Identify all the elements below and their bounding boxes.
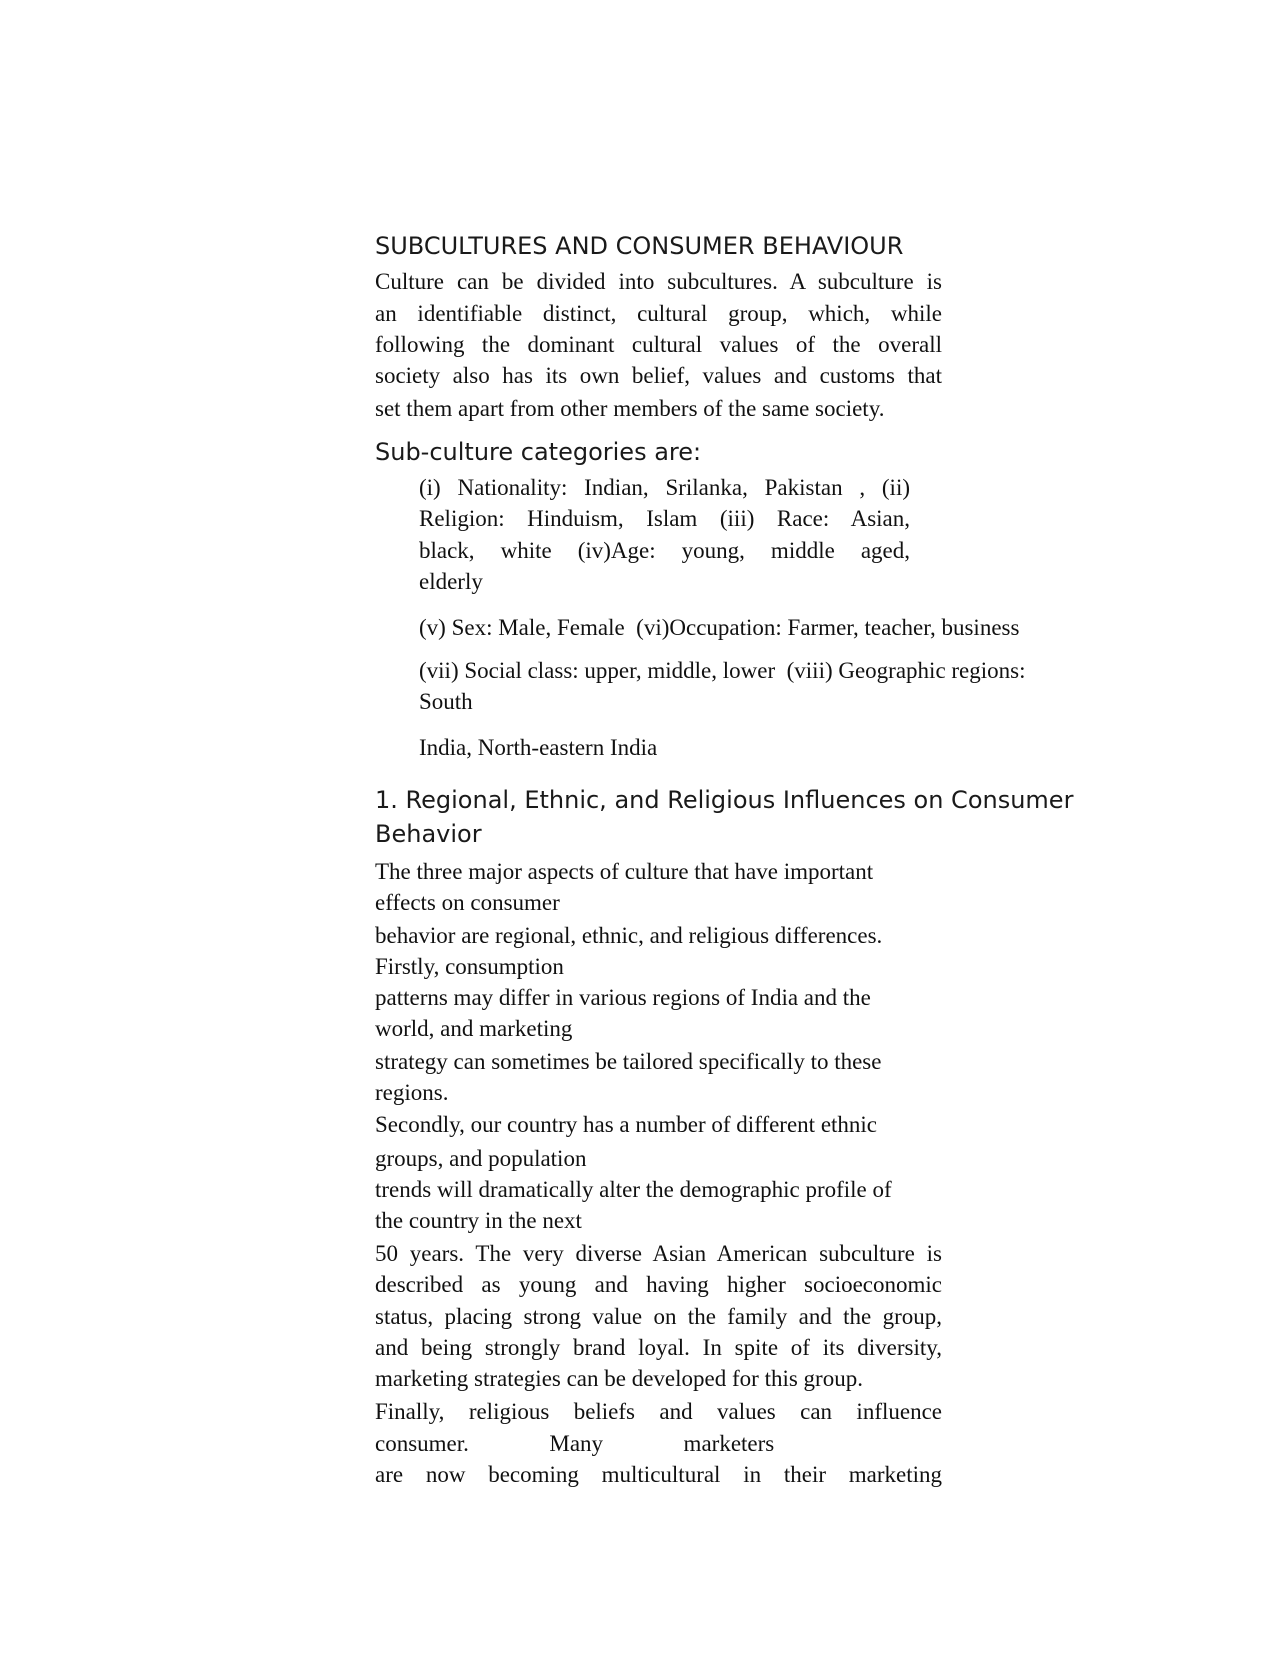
subsection-title-line: Behavior [375, 820, 482, 848]
intro-line: Culture can be divided into subcultures. A subculture is [375, 269, 942, 294]
body-line: marketing strategies can be developed for this group. [375, 1366, 863, 1391]
body-line: are now becoming multicultural in their marketing [375, 1462, 942, 1487]
intro-line: set them apart from other members of the same society. [375, 396, 885, 421]
body-line: described as young and having higher socioeconomic [375, 1272, 942, 1297]
category-sex-occupation: (v) Sex: Male, Female (vi)Occupation: Farmer, teacher, business [419, 615, 1020, 640]
body-line: Finally, religious beliefs and values can influence [375, 1399, 942, 1424]
intro-line: an identifiable distinct, cultural group, which, while [375, 301, 942, 326]
body-line: Firstly, consumption [375, 954, 564, 979]
body-line: world, and marketing [375, 1016, 573, 1041]
category-line: Religion: Hinduism, Islam (iii) Race: Asian, [419, 506, 910, 531]
category-line: elderly [419, 569, 483, 594]
body-line: effects on consumer [375, 890, 560, 915]
body-line: The three major aspects of culture that have important [375, 859, 874, 884]
body-line: patterns may differ in various regions of India and the [375, 985, 871, 1010]
body-line: 50 years. The very diverse Asian American subculture is [375, 1241, 942, 1266]
body-line: the country in the next [375, 1208, 582, 1233]
subsection-title-line: 1. Regional, Ethnic, and Religious Influences on Consumer [375, 786, 1074, 814]
category-geo-continued: India, North-eastern India [419, 735, 658, 760]
category-social-geo: South [419, 689, 473, 714]
body-line: and being strongly brand loyal. In spite of its diversity, [375, 1335, 942, 1360]
categories-heading: Sub-culture categories are: [375, 438, 702, 466]
category-social-geo: (vii) Social class: upper, middle, lower (viii) Geographic regions: [419, 658, 1026, 683]
intro-line: following the dominant cultural values of the overall [375, 332, 942, 357]
body-line: regions. [375, 1080, 449, 1105]
category-line: black, white (iv)Age: young, middle aged, [419, 538, 910, 563]
category-line: (i) Nationality: Indian, Srilanka, Pakistan , (ii) [419, 475, 910, 500]
body-line: strategy can sometimes be tailored specifically to these [375, 1049, 882, 1074]
intro-line: society also has its own belief, values and customs that [375, 363, 942, 388]
section-title: SUBCULTURES AND CONSUMER BEHAVIOUR [375, 232, 904, 260]
body-line: Secondly, our country has a number of different ethnic [375, 1112, 878, 1137]
body-line: trends will dramatically alter the demographic profile of [375, 1177, 892, 1202]
body-line: status, placing strong value on the family and the group, [375, 1304, 942, 1329]
body-line: consumer. Many marketers [375, 1431, 775, 1456]
body-line: behavior are regional, ethnic, and religious differences. [375, 923, 883, 948]
body-line: groups, and population [375, 1146, 587, 1171]
